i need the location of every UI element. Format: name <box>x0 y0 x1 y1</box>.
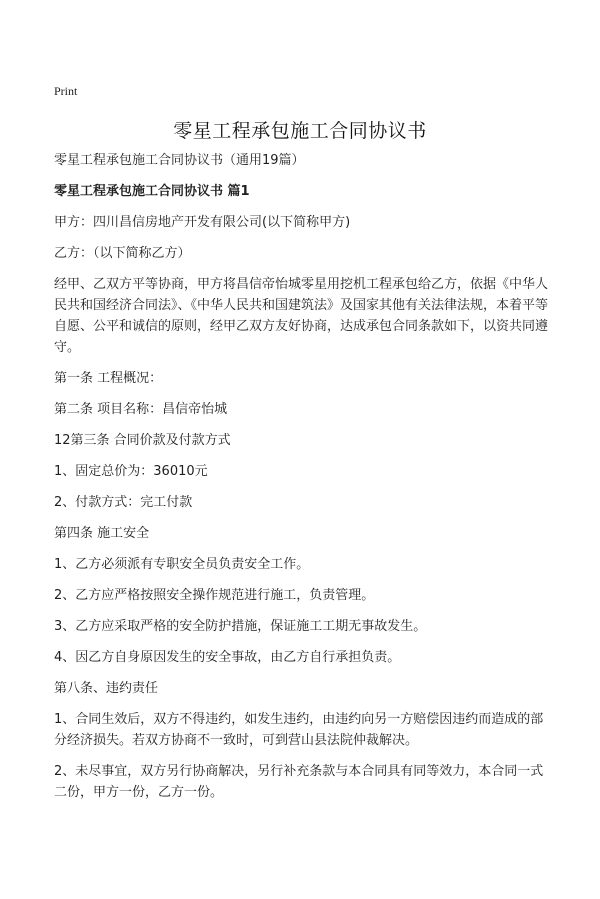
breach-item-1: 1、合同生效后，双方不得违约，如发生违约，由违约向另一方赔偿因违约而造成的部分经济损失。若双方协商不一致时，可到营山县法院仲裁解决。 <box>54 712 544 748</box>
article-3-heading: 12第三条 合同价款及付款方式 <box>54 433 231 448</box>
print-label: Print <box>54 84 78 98</box>
article-1-heading: 第一条 工程概况： <box>54 371 163 386</box>
section-heading: 零星工程承包施工合同协议书 篇1 <box>54 184 250 199</box>
fixed-price-line: 1、固定总价为：36010元 <box>54 464 208 479</box>
article-4-heading: 第四条 施工安全 <box>54 526 150 541</box>
party-b-line: 乙方：（以下简称乙方） <box>54 246 191 261</box>
article-2-project-name: 第二条 项目名称：昌信帝怡城 <box>54 402 228 417</box>
safety-item-2: 2、乙方应严格按照安全操作规范进行施工，负责管理。 <box>54 588 375 603</box>
party-a-line: 甲方：四川昌信房地产开发有限公司(以下简称甲方) <box>54 215 351 230</box>
safety-item-1: 1、乙方必须派有专职安全员负责安全工作。 <box>54 557 310 572</box>
article-8-heading: 第八条、违约责任 <box>54 681 159 696</box>
safety-item-4: 4、因乙方自身原因发生的安全事故，由乙方自行承担负责。 <box>54 650 401 665</box>
safety-item-3: 3、乙方应采取严格的安全防护措施，保证施工工期无事故发生。 <box>54 619 427 634</box>
document-subtitle: 零星工程承包施工合同协议书（通用19篇） <box>54 153 305 168</box>
payment-method-line: 2、付款方式：完工付款 <box>54 495 193 510</box>
document-body <box>54 150 554 813</box>
preamble-paragraph: 经甲、乙双方平等协商，甲方将昌信帝怡城零星用挖机工程承包给乙方，依据《中华人民共和国经济合同法》、《中华人民共和国建筑法》及国家其他有关法律法规，本着平等自愿、公平和诚信的原则，经甲乙双方友好协商，达成承包合同条款如下，以资共同遵守。 <box>54 277 549 355</box>
breach-item-2: 2、未尽事宜，双方另行协商解决，另行补充条款与本合同具有同等效力，本合同一式二份，甲方一份，乙方一份。 <box>54 764 544 800</box>
document-title: 零星工程承包施工合同协议书 <box>173 120 427 142</box>
